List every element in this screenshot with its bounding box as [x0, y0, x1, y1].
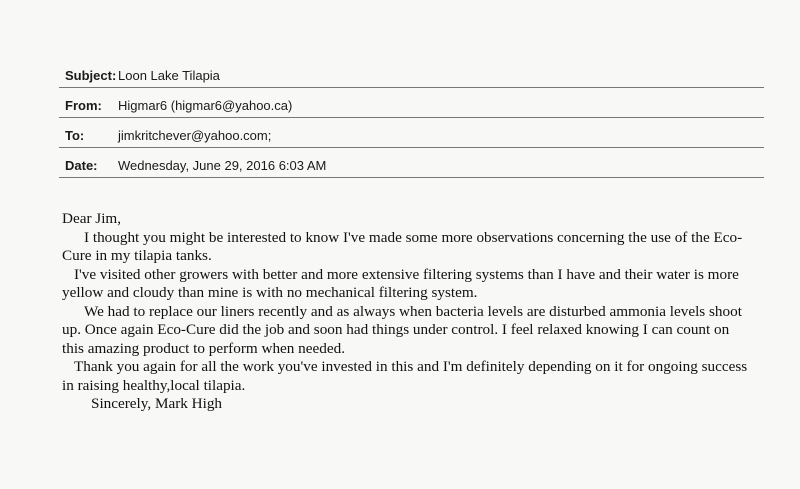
letter-greeting: Dear Jim,	[62, 210, 122, 227]
subject-row	[59, 58, 764, 88]
to-row	[59, 118, 764, 148]
date-value: Wednesday, June 29, 2016 6:03 AM	[118, 158, 327, 173]
from-label: From:	[65, 98, 102, 113]
email-header-block	[59, 58, 764, 178]
letter-body	[62, 210, 752, 414]
subject-label: Subject:	[65, 68, 117, 83]
date-row	[59, 148, 764, 178]
date-label: Date:	[65, 158, 98, 173]
letter-paragraph: I thought you might be interested to know I've made some more observations concerning the use of the Eco-Cure in my tilapia tanks.	[62, 228, 743, 264]
from-row	[59, 88, 764, 118]
to-value: jimkritchever@yahoo.com;	[118, 128, 272, 143]
subject-value: Loon Lake Tilapia	[118, 68, 220, 83]
letter-paragraph: I've visited other growers with better and more extensive filtering systems than I have and their water is more yellow and cloudy than mine is with no mechanical filtering system.	[62, 265, 739, 301]
from-value: Higmar6 (higmar6@yahoo.ca)	[118, 98, 293, 113]
to-label: To:	[65, 128, 85, 143]
letter-closing: Sincerely, Mark High	[91, 395, 223, 412]
letter-paragraph: Thank you again for all the work you've invested in this and I'm definitely depending on it for ongoing success in raising healthy,local tilapia.	[62, 358, 748, 394]
letter-paragraph: We had to replace our liners recently and as always when bacteria levels are disturbed ammonia levels shoot up. Once again Eco-Cure did the job and soon had things under control. I feel relaxed knowing I can count on this amazing product to perform when needed.	[62, 302, 742, 357]
